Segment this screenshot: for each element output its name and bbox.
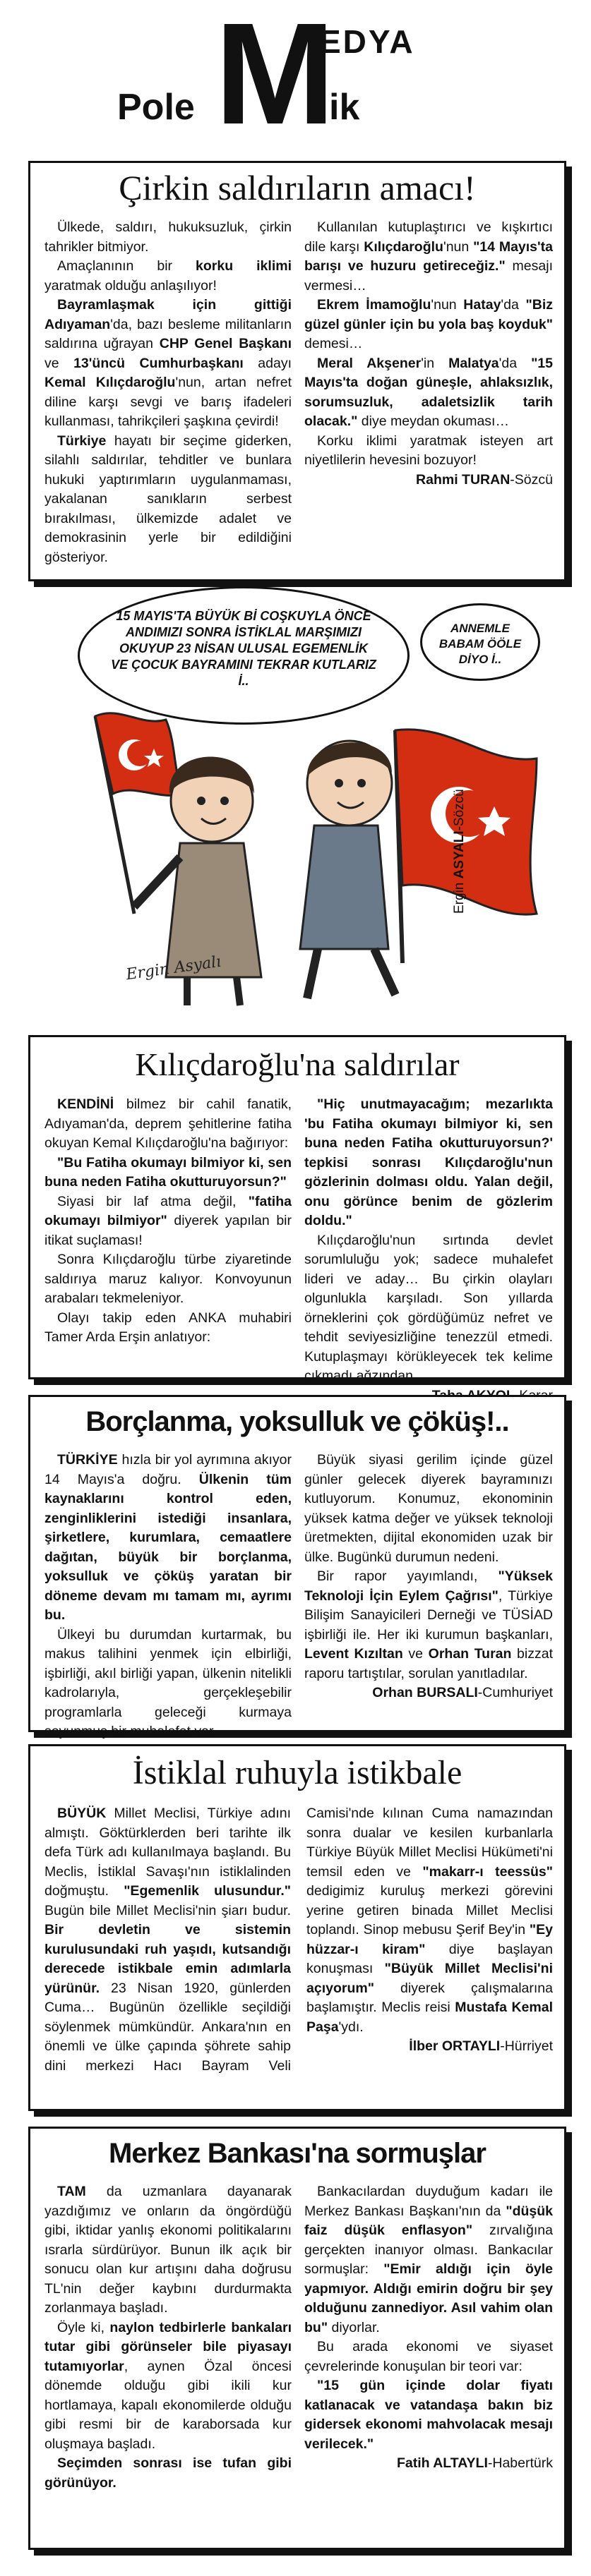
masthead: [0, 0, 591, 155]
article1-col-right: [304, 218, 553, 490]
article5-p1: TAM da uzmanlara dayanarak yazdığımız ve onların da öngördüğü gibi, iktidar yanlış ekonomi politikalarını ısrarla sürdürüyor. Bunun ilk açık bir sonucu olan kur artışını daha doğrusu TL'nin değer kaybını durdurmakta zorlanmaya başladı.: [44, 2184, 292, 2316]
article1-p6: Ekrem İmamoğlu'nun Hatay'da "Biz güzel günler için bu yola baş koyduk" demesi…: [304, 297, 553, 351]
article2-p3: Siyasi bir laf atma değil, "fatiha okumayı bilmiyor" diyerek yapılan bir itikat suçlaması!: [44, 1193, 292, 1248]
article5-signature: Fatih ALTAYLI-Habertürk: [396, 2455, 553, 2471]
cartoonist-signature: Ergin Asyalı: [124, 953, 222, 984]
article1-box: [28, 161, 566, 581]
article1-title: Çirkin saldırıların amacı!: [119, 168, 476, 207]
article5-title: Merkez Bankası'na sormuşlar: [109, 2138, 486, 2169]
article2-p4: Sonra Kılıçdaroğlu türbe ziyaretinde saldırıya maruz kalıyor. Konvoyunun arabaları tekmeleniyor.: [44, 1252, 292, 1306]
flag-left-icon: [95, 713, 184, 914]
article4-signature: İlber ORTAYLI-Hürriyet: [409, 2038, 553, 2054]
masthead-ik: ik: [329, 87, 360, 128]
article2-title: Kılıçdaroğlu'na saldırılar: [135, 1046, 460, 1082]
article4-p1: BÜYÜK Millet Meclisi, Türkiye adını almıştı. Göktürklerden beri tarihte ilk defa Türk adı kullanılmaya başlandı. Bu Meclis, İstiklal Savaşı'nın istiklalinden doğmuştu. "Egemenlik ulusundur." Bugün bile Millet Meclisi'nin şiarı budur. Bir devletin ve sistemin kurulusundaki ruh yaşıdı, kutsandığı derecede istikbale emin adımlarla yürünür. 23 Nisan 1920, günlerden Cuma… Bugünün özellikle seçildiği söylenmek mümkündür. Ankara'nın en önemli ve ülke çapında şöhrete sahip dini merkezi Hacı Bayram Veli Camisi'nde kılınan Cuma namazından sonra dualar ve kesilen kurbanlarla Türkiye Büyük Millet Meclisi Hükümeti'ni temsil eden ve "makarr-ı teessüs" dedigimiz kuruluş merkezi görevini yerine getiren binada Millet Meclisi toplandı. Sinop mebusu Şerif Bey'in "Ey hüzzar-ı kiram" diye başlayan konuşması "Büyük Millet Meclisi'ni açıyorum" diyerek çalışmalarına başlamıştır. Meclis reisi Mustafa Kemal Paşa'ydı.: [44, 1806, 553, 2074]
article5-p5: Bu arada ekonomi ve siyaset çevrelerinde konuşulan bir teori var:: [304, 2339, 553, 2374]
article5-col-left: [44, 2182, 292, 2493]
speech-bubble-left: [78, 586, 410, 725]
article1-p4: Türkiye hayatı bir seçime giderken, silahlı saldırılar, tehditler ve bunlara hukuki yaptırımların uygulanmaması, yakalanan sanıkların serbest bırakılması, ülkemizde adalet ve demokrasinin yerle bir edildiğini gösteriyor.: [44, 433, 292, 565]
article3-title: Borçlanma, yoksulluk ve çöküş!..: [85, 1406, 509, 1437]
article2-box: [28, 1035, 566, 1384]
speech-bubble-left-text: 15 MAYIS'TA BÜYÜK Bİ COŞKUYLA ÖNCE ANDIMIZI SONRA İSTİKLAL MARŞIMIZI OKUYUP 23 NİSAN ULUSAL EGEMENLİK VE ÇOCUK BAYRAMINI TEKRAR KUTLARIZ İ..: [111, 609, 376, 688]
article1-p2: Amaçlanının bir korku iklimi yaratmak olduğu anlaşılıyor!: [44, 258, 292, 294]
masthead-letter-m: M: [215, 0, 333, 155]
article2-p1: KENDİNİ bilmez bir cahil fanatik, Adıyaman'da, deprem şehitlerine fatiha okuyan Kemal Kılıçdaroğlu'na bağırıyor:: [44, 1096, 292, 1151]
article1-p7: Meral Akşener'in Malatya'da "15 Mayıs'ta doğan güneşle, ahlaksızlık, sorumsuzluk, adaletsizlik tarih olacak." diye meydan okuması…: [304, 355, 553, 429]
article4-box: [28, 1744, 566, 2111]
cartoon-credit: Ergin ASYALI-Sözcü: [452, 789, 467, 914]
article5-p6: "15 gün içinde dolar fiyatı katlanacak ve vatandaşa bakın biz gidersek ekonomi mahvolacak mesajı verilecek.": [304, 2378, 553, 2452]
masthead-pole: Pole: [117, 87, 195, 128]
article5-p2: Öyle ki, naylon tedbirlerle bankaları tutar gibi görünseler bile piyasayı tutamıyorlar, aynen Özal öncesi dönemde olduğu gibi ikili kur hortlamaya, kapalı ekonomilerde olduğu gibi resmi bir de karaborsada kur oluşmaya başladı.: [44, 2319, 292, 2452]
speech-bubble-right-text: ANNEMLE BABAM ÖÖLE DİYO İ..: [438, 622, 522, 666]
article4-title: İstiklal ruhuyla istikbale: [132, 1754, 462, 1791]
article2-p6: "Hiç unutmayacağım; mezarlıkta 'bu Fatiha okumayı bilmiyor ki, sen buna neden Fatiha okutturuyorsun?' tepkisi sonrası Kılıçdaroğlu'nun gözlerinin dolması oldu. Yalan değil, onu görünce benim de gözlerim doldu.": [304, 1096, 553, 1228]
article5-box: [28, 2127, 566, 2550]
article2-col-right: [304, 1095, 553, 1405]
article1-signature: Rahmi TURAN-Sözcü: [416, 471, 553, 488]
article3-p1: TÜRKİYE hızla bir yol ayrımına akıyor 14 Mayıs'a doğru. Ülkenin tüm kaynaklarını kontrol eden, zenginliklerini istediği insanlara, şirketlere, kurumlara, cemaatlere dağıtan, büyük bir borçlanma, yoksulluk ve çöküş yaratan bir döneme devam mı tamam mı, ayrımı bu.: [44, 1452, 292, 1623]
article1-p3: Bayramlaşmak için gittiği Adıyaman'da, bazı besleme militanların saldırına uğrayan CHP Genel Başkanı ve 13'üncü Cumhurbaşkanı adayı Kemal Kılıçdaroğlu'nun, artan nefret diline karşı sevgi ve barış ifadeleri kullanması, tahrikçileri şaşkına çevirdi!: [44, 297, 292, 429]
article3-signature: Orhan BURSALI-Cumhuriyet: [372, 1685, 553, 1700]
article3-col-right: [304, 1451, 553, 1703]
article3-p4: Bir rapor yayımlandı, "Yüksek Teknoloji İçin Eylem Çağrısı", Türkiye Bilişim Sanayicileri Derneği ve TÜSİAD işbirliği ile. Her iki kurumun başkanları, Levent Kızıltan ve Orhan Turan bizzat raporu tartıştılar, sorulan yanıtladılar.: [304, 1568, 554, 1681]
article1-p8: Korku iklimi yaratmak isteyen art niyetlilerin hevesini bozuyor!: [304, 433, 553, 468]
speech-bubble-right: [420, 603, 540, 681]
article1-col-left: [44, 218, 292, 567]
article5-p3: Seçimden sonrası ise tufan gibi görünüyor.: [44, 2455, 292, 2491]
masthead-edya: EDYA: [319, 23, 415, 60]
article2-p5: Olayı takip eden ANKA muhabiri Tamer Arda Erşin anlatıyor:: [44, 1310, 292, 1345]
article2-p2: "Bu Fatiha okumayı bilmiyor ki, sen buna neden Fatiha okutturuyorsun?": [44, 1154, 292, 1190]
article5-col-right: [304, 2182, 553, 2474]
article5-p4: Bankacılardan duyduğum kadarı ile Merkez Bankası Başkanı'nın da "düşük faiz düşük enflasyon" zırvalığına gerçekten inanıyor olması. Bankacılar sormuşlar: "Emir aldığı için öyle yapmıyor. Aldığı emirin doğru bir şey olduğunu zannediyor. Asıl vahim olan bu" diyorlar.: [304, 2184, 553, 2335]
boy-figure-icon: [300, 741, 395, 998]
cartoon: [28, 582, 566, 1020]
article3-box: [28, 1395, 566, 1739]
article1-p5: Kullanılan kutuplaştırıcı ve kışkırtıcı dile karşı Kılıçdaroğlu'nun "14 Mayıs'ta barışı ve huzuru getireceğiz." mesajı vermesi…: [304, 219, 553, 294]
article2-p7: Kılıçdaroğlu'nun sırtında devlet sorumluluğu yok; sadece muhalefet lideri ve aday… Bu çirkin olayları olgunlukla karşıladı. Son yıllarda örneklerini çok gördüğümüz nefret ve tehdit seviyesizliğine tenezzül etmedi. Kutuplaşmayı körükleyecek tek kelime çıkmadı ağzından.: [304, 1232, 553, 1384]
article4-body: [44, 1804, 553, 2076]
article2-col-left: [44, 1095, 292, 1348]
article3-p2: Ülkeyi bu durumdan kurtarmak, bu makus talihini yenmek için elbirliği, işbirliği, akıl birliği yapan, ülkenin nitelikli kadrolarıyla, gerçekleşebilir programlarla geleceği kurmaya soyunmuş bir muhalefet var.: [44, 1626, 292, 1739]
article1-p1: Ülkede, saldırı, hukuksuzluk, çirkin tahrikler bitmiyor.: [44, 219, 292, 255]
article3-p3: Büyük siyasi gerilim içinde güzel günler gelecek diyerek bayramınızı kutluyorum. Konumuz, ekonominin yüksek katma değer ve yüksek teknoloji üretmekten, dijital ekonomiden uzak bir ülke. Bugünkü durumun nedeni.: [304, 1452, 553, 1565]
article3-col-left: [44, 1451, 292, 1742]
